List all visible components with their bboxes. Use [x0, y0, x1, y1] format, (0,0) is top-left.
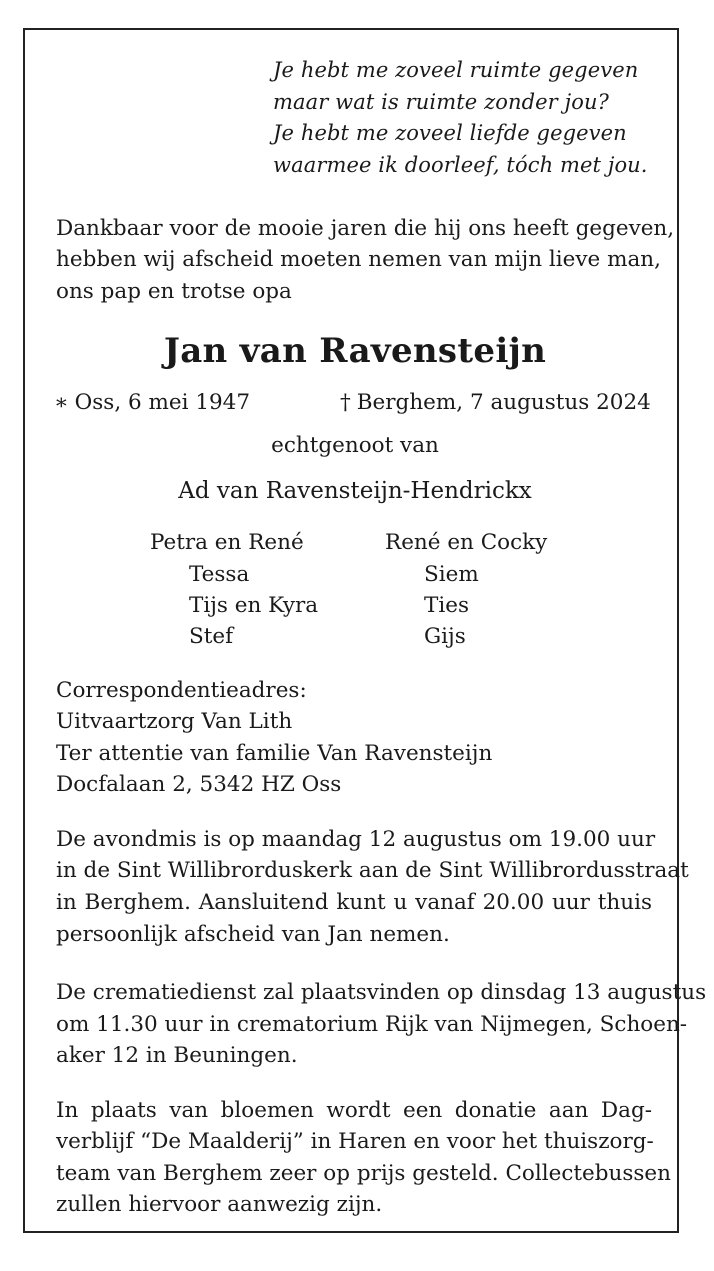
spouse-name: Ad van Ravensteijn-Hendrickx: [178, 478, 532, 504]
correspondence-line: Ter attentie van familie Van Ravensteijn: [56, 741, 493, 766]
poem-line: Je hebt me zoveel ruimte gegeven: [273, 58, 639, 82]
family-right-child: Ties: [424, 593, 469, 618]
deceased-name: Jan van Ravensteijn: [163, 331, 547, 371]
family-right-child: Gijs: [424, 624, 466, 649]
intro-line: ons pap en trotse opa: [56, 279, 292, 304]
poem-line: Je hebt me zoveel liefde gegeven: [273, 121, 627, 145]
death-cross-icon: †: [340, 390, 351, 415]
death-text: Berghem, 7 augustus 2024: [356, 390, 651, 415]
poem-line: maar wat is ruimte zonder jou?: [273, 90, 609, 114]
poem-line: waarmee ik doorleef, tóch met jou.: [273, 153, 648, 177]
family-right-parents: René en Cocky: [385, 530, 548, 555]
intro-line: hebben wij afscheid moeten nemen van mijn lieve man,: [56, 247, 661, 272]
crematie-line: De crematiedienst zal plaatsvinden op dinsdag 13 augustus: [56, 980, 707, 1005]
avondmis-line: persoonlijk afscheid van Jan nemen.: [56, 922, 450, 947]
avondmis-line: De avondmis is op maandag 12 augustus om 19.00 uur: [56, 827, 656, 852]
family-right-child: Siem: [424, 562, 479, 587]
intro-line: Dankbaar voor de mooie jaren die hij ons heeft gegeven,: [56, 216, 675, 241]
family-left-child: Tessa: [189, 562, 250, 587]
crematie-line: aker 12 in Beuningen.: [56, 1043, 298, 1068]
avondmis-line: in Berghem. Aansluitend kunt u vanaf 20.00 uur thuis: [56, 890, 652, 915]
avondmis-line: in de Sint Willibrorduskerk aan de Sint Willibrordusstraat: [56, 858, 689, 883]
donatie-line: team van Berghem zeer op prijs gesteld. Collectebussen: [56, 1161, 671, 1186]
correspondence-line: Uitvaartzorg Van Lith: [56, 709, 293, 734]
donatie-line: In plaats van bloemen wordt een donatie aan Dag-: [56, 1098, 652, 1123]
birth-text: Oss, 6 mei 1947: [74, 390, 251, 415]
crematie-line: om 11.30 uur in crematorium Rijk van Nijmegen, Schoen-: [56, 1012, 688, 1037]
family-left-child: Tijs en Kyra: [189, 593, 319, 618]
family-left-parents: Petra en René: [150, 530, 304, 555]
correspondence-line: Docfalaan 2, 5342 HZ Oss: [56, 772, 342, 797]
donatie-line: zullen hiervoor aanwezig zijn.: [56, 1192, 383, 1217]
donatie-line: verblijf “De Maalderij” in Haren en voor het thuiszorg-: [56, 1129, 654, 1154]
birth-star-icon: ∗: [54, 390, 69, 415]
family-left-child: Stef: [189, 624, 234, 649]
correspondence-heading: Correspondentieadres:: [56, 678, 307, 703]
birth-info: [54, 388, 250, 418]
death-info: [340, 388, 651, 418]
relation-label: echtgenoot van: [271, 433, 439, 458]
